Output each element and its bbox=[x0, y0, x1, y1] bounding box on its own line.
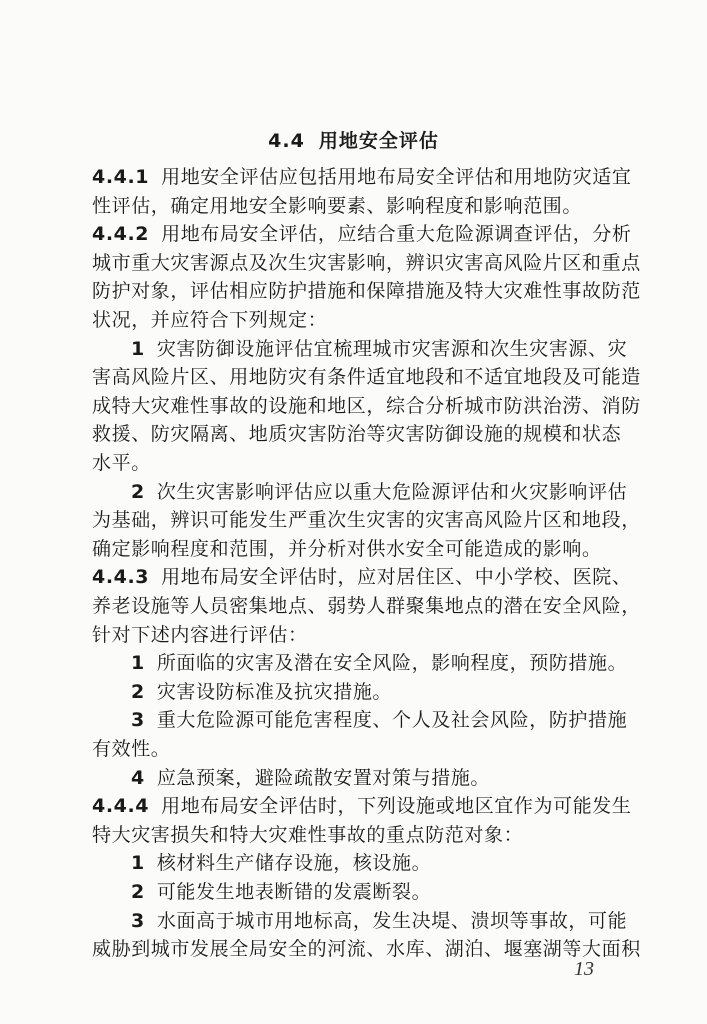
line-text: 城市重大灾害源点及次生灾害影响，辨识灾害高风险片区和重点 bbox=[92, 251, 641, 274]
line-text: 灾害防御设施评估宜梳理城市灾害源和次生灾害源、灾 bbox=[156, 337, 628, 360]
text-line bbox=[92, 392, 641, 420]
line-text: 害高风险片区、用地防灾有条件适宜地段和不适宜地段及可能造 bbox=[92, 366, 641, 389]
line-text: 核材料生产储存设施，核设施。 bbox=[156, 852, 432, 875]
section-heading-number: 4.4 bbox=[268, 130, 305, 152]
text-line bbox=[92, 363, 641, 391]
list-item-line bbox=[131, 649, 627, 677]
section-heading-title: 用地安全评估 bbox=[318, 130, 439, 152]
list-item-line bbox=[131, 335, 627, 363]
clause-number: 4.4.4 bbox=[92, 795, 150, 818]
line-text: 针对下述内容进行评估： bbox=[92, 623, 308, 646]
line-text: 水平。 bbox=[92, 452, 151, 474]
page-number: 13 bbox=[574, 958, 594, 980]
text-line bbox=[92, 192, 582, 220]
item-number: 3 bbox=[131, 909, 145, 932]
text-line bbox=[92, 535, 602, 563]
text-line bbox=[92, 821, 523, 849]
item-number: 1 bbox=[131, 652, 145, 675]
text-line bbox=[92, 277, 641, 305]
item-number: 3 bbox=[131, 709, 145, 732]
line-text: 性评估，确定用地安全影响要素、影响程度和影响范围。 bbox=[92, 194, 583, 217]
line-text: 重大危险源可能危害程度、个人及社会风险，防护措施 bbox=[156, 709, 628, 732]
clause-number: 4.4.3 bbox=[92, 566, 150, 589]
text-line bbox=[92, 420, 621, 448]
clause-line bbox=[92, 563, 632, 591]
line-text: 用地布局安全评估时，应对居住区、中小学校、医院、 bbox=[161, 566, 632, 589]
line-text: 有效性。 bbox=[92, 738, 171, 760]
text-line bbox=[92, 621, 308, 649]
line-text: 所面临的灾害及潜在安全风险，影响程度，预防措施。 bbox=[156, 652, 628, 675]
list-item-line bbox=[131, 878, 431, 906]
section-heading bbox=[0, 126, 707, 153]
text-line bbox=[92, 506, 641, 534]
line-text: 用地安全评估应包括用地布局安全评估和用地防灾适宜 bbox=[161, 166, 632, 188]
clause-line bbox=[92, 792, 632, 820]
item-number: 2 bbox=[131, 881, 145, 903]
line-text: 用地布局安全评估时，下列设施或地区宜作为可能发生 bbox=[161, 795, 632, 818]
text-line bbox=[92, 249, 641, 277]
line-text: 养老设施等人员密集地点、弱势人群聚集地点的潜在安全风险， bbox=[92, 595, 641, 617]
text-line bbox=[92, 449, 151, 477]
text-line bbox=[92, 935, 641, 963]
text-line bbox=[92, 735, 170, 763]
clause-number: 4.4.2 bbox=[92, 223, 150, 246]
line-text: 特大灾害损失和特大灾难性事故的重点防范对象： bbox=[92, 823, 524, 846]
item-number: 4 bbox=[131, 766, 145, 789]
item-number: 2 bbox=[131, 680, 145, 703]
list-item-line bbox=[131, 706, 627, 734]
clause-number: 4.4.1 bbox=[92, 166, 150, 188]
line-text: 状况，并应符合下列规定： bbox=[92, 309, 328, 331]
clause-line bbox=[92, 163, 632, 191]
line-text: 用地布局安全评估，应结合重大危险源调查评估，分析 bbox=[161, 223, 632, 246]
list-item-line bbox=[131, 478, 627, 506]
line-text: 防护对象，评估相应防护措施和保障措施及特大灾难性事故防范 bbox=[92, 280, 641, 303]
clause-line bbox=[92, 220, 632, 248]
list-item-line bbox=[131, 764, 490, 792]
list-item-line bbox=[131, 849, 431, 877]
text-line bbox=[92, 592, 641, 620]
line-text: 成特大灾难性事故的设施和地区，综合分析城市防洪治涝、消防 bbox=[92, 394, 641, 417]
item-number: 1 bbox=[131, 337, 145, 360]
item-number: 1 bbox=[131, 852, 145, 875]
line-text: 灾害设防标准及抗灾措施。 bbox=[156, 680, 393, 703]
list-item-line bbox=[131, 907, 627, 935]
line-text: 威胁到城市发展全局安全的河流、水库、湖泊、堰塞湖等大面积 bbox=[92, 938, 641, 961]
line-text: 次生灾害影响评估应以重大危险源评估和火灾影响评估 bbox=[156, 480, 628, 503]
list-item-line bbox=[131, 678, 392, 706]
line-text: 可能发生地表断错的发震断裂。 bbox=[156, 881, 432, 903]
item-number: 2 bbox=[131, 480, 145, 503]
text-line bbox=[92, 306, 327, 334]
line-text: 为基础，辨识可能发生严重次生灾害的灾害高风险片区和地段， bbox=[92, 509, 641, 532]
line-text: 救援、防灾隔离、地质灾害防治等灾害防御设施的规模和状态 bbox=[92, 423, 622, 446]
line-text: 确定影响程度和范围，并分析对供水安全可能造成的影响。 bbox=[92, 537, 602, 560]
line-text: 水面高于城市用地标高，发生决堤、溃坝等事故，可能 bbox=[156, 909, 628, 932]
line-text: 应急预案，避险疏散安置对策与措施。 bbox=[156, 766, 491, 789]
